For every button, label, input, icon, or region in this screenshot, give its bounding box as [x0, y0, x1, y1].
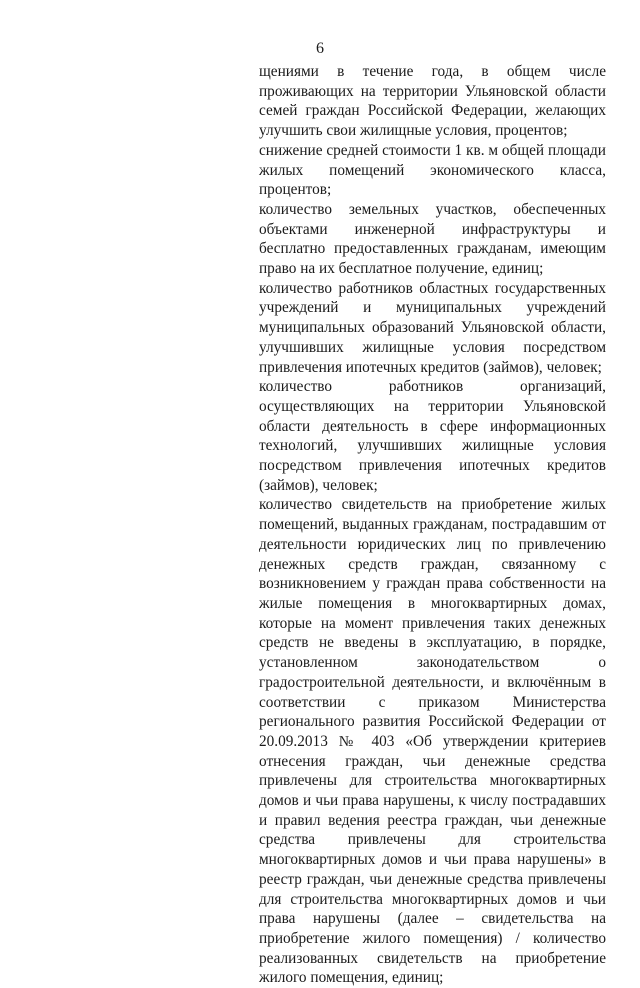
document-body [259, 62, 606, 988]
page-number: 6 [316, 40, 324, 57]
paragraph-1: щениями в течение года, в общем числе проживающих на территории Ульяновской области семей граждан Российской Федерации, желающих улучшить свои жилищные условия, процентов; [259, 63, 606, 140]
paragraph-2: снижение средней стоимости 1 кв. м общей площади жилых помещений экономического класса, процентов; [259, 141, 606, 199]
paragraph-3: количество земельных участков, обеспеченных объектами инженерной инфраструктуры и бесплатно предоставленных гражданам, имеющим право на их бесплатное получение, единиц; [259, 200, 606, 278]
paragraph-4: количество работников областных государственных учреждений и муниципальных учреждений муниципальных образований Ульяновской области, улучшивших жилищные условия посредством привлечения ипотечных кредитов (займов), человек; [259, 279, 606, 376]
paragraph-6: количество свидетельств на приобретение жилых помещений, выданных гражданам, пострадавшим от деятельности юридических лиц по привлечению денежных средств граждан, связанному с возникновением у граждан права собственности на жилые помещения в многоквартирных домах, которые на момент привлечения таких денежных средств не введены в эксплуатацию, в порядке, установленном законодательством о градостроительной деятельности, и включённым в соответствии с приказом Министерства регионального развития Российской Федерации от 20.09.2013 № 403 «Об утверждении критериев отнесения граждан, чьи денежные средства привлечены для строительства многоквартирных домов и чьи права нарушены, к числу пострадавших и правил ведения реестра граждан, чьи денежные средства привлечены для строительства многоквартирных домов и чьи права нарушены» в реестр граждан, чьи денежные средства привлечены для строительства многоквартирных домов и чьи права нарушены (далее – свидетельства на приобретение жилого помещения) / количество реализованных свидетельств на приобретение жилого помещения, единиц; [259, 496, 606, 987]
paragraph-5: количество работников организаций, осуществляющих на территории Ульяновской области деятельность в сфере информационных технологий, улучшивших жилищные условия посредством привлечения ипотечных кредитов (займов), человек; [259, 378, 606, 494]
